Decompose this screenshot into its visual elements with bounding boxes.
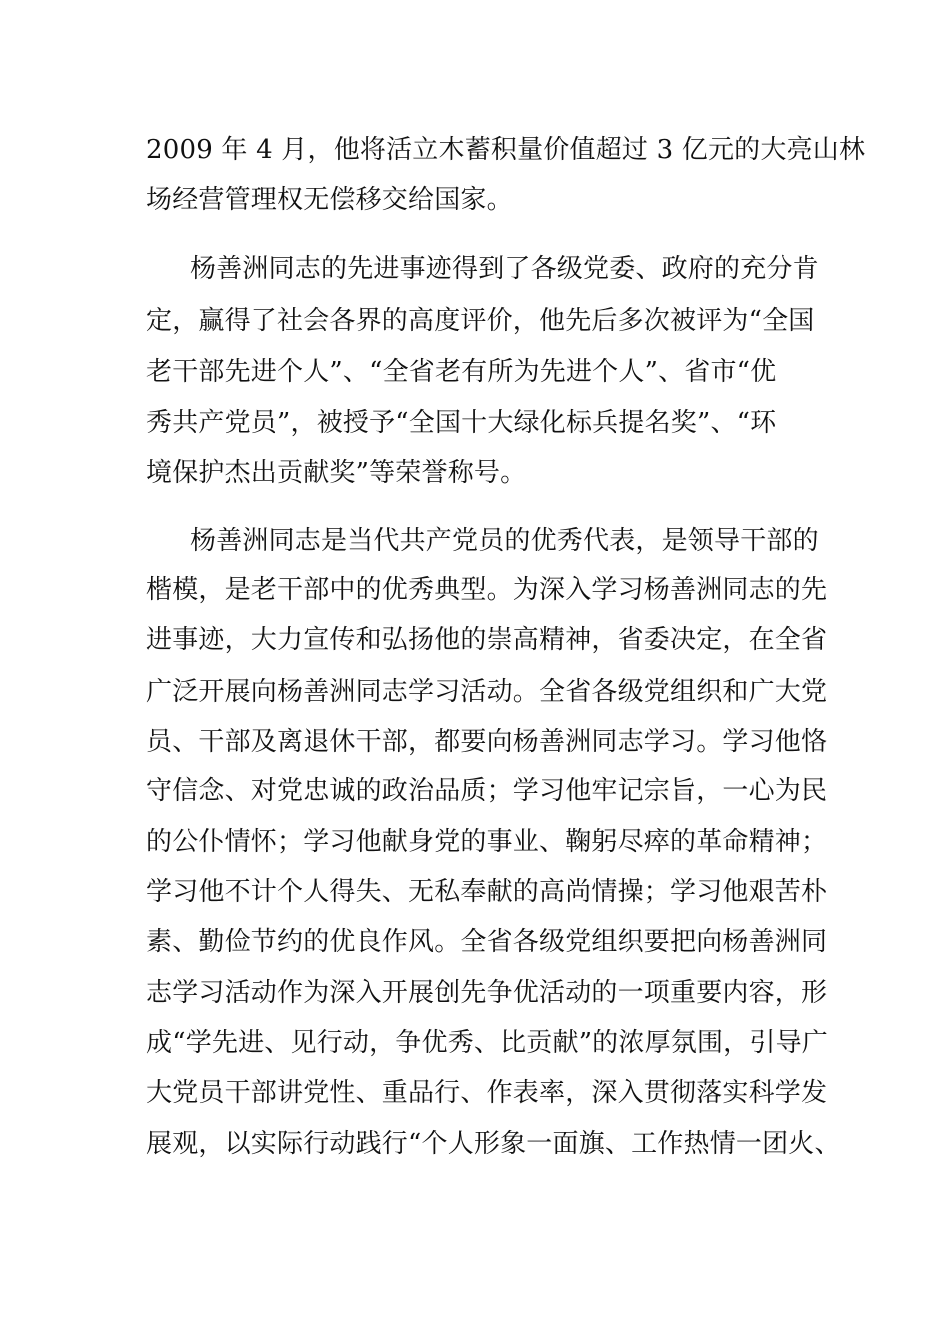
paragraph-3-line-2: 楷模，是老干部中的优秀典型。为深入学习杨善洲同志的先: [146, 575, 828, 605]
paragraph-3-line-11: 成“学先进、见行动，争优秀、比贡献”的浓厚氛围，引导广: [146, 1028, 828, 1058]
paragraph-1-line-1: 2009 年 4 月，他将活立木蓄积量价值超过 3 亿元的大亮山林: [146, 135, 866, 165]
paragraph-2-line-2: 定，赢得了社会各界的高度评价，他先后多次被评为“全国: [146, 306, 815, 336]
paragraph-3-line-12: 大党员干部讲党性、重品行、作表率，深入贯彻落实科学发: [146, 1078, 828, 1108]
paragraph-3-line-7: 的公仆情怀；学习他献身党的事业、鞠躬尽瘁的革命精神；: [146, 827, 828, 857]
paragraph-3-line-3: 进事迹，大力宣传和弘扬他的崇高精神，省委决定，在全省: [146, 625, 828, 655]
paragraph-3-line-9: 素、勤俭节约的优良作风。全省各级党组织要把向杨善洲同: [146, 927, 828, 957]
paragraph-3-line-6: 守信念、对党忠诚的政治品质；学习他牢记宗旨，一心为民: [146, 776, 828, 806]
paragraph-2-line-3: 老干部先进个人”、“全省老有所为先进个人”、省市“优: [146, 357, 777, 387]
paragraph-3-line-5: 员、干部及离退休干部，都要向杨善洲同志学习。学习他恪: [146, 727, 828, 757]
paragraph-1-line-2: 场经营管理权无偿移交给国家。: [146, 185, 513, 215]
paragraph-3-line-13: 展观，以实际行动践行“个人形象一面旗、工作热情一团火、: [146, 1129, 841, 1159]
paragraph-3-line-4: 广泛开展向杨善洲同志学习活动。全省各级党组织和广大党: [146, 677, 828, 707]
paragraph-2-line-5: 境保护杰出贡献奖”等荣誉称号。: [146, 458, 527, 488]
paragraph-3-line-10: 志学习活动作为深入开展创先争优活动的一项重要内容，形: [146, 978, 828, 1008]
paragraph-3-line-8: 学习他不计个人得失、无私奉献的高尚情操；学习他艰苦朴: [146, 877, 828, 907]
paragraph-2-line-1: 杨善洲同志的先进事迹得到了各级党委、政府的充分肯: [190, 254, 819, 284]
paragraph-2-line-4: 秀共产党员”，被授予“全国十大绿化标兵提名奖”、“环: [146, 408, 777, 438]
paragraph-3-line-1: 杨善洲同志是当代共产党员的优秀代表，是领导干部的: [190, 526, 819, 556]
